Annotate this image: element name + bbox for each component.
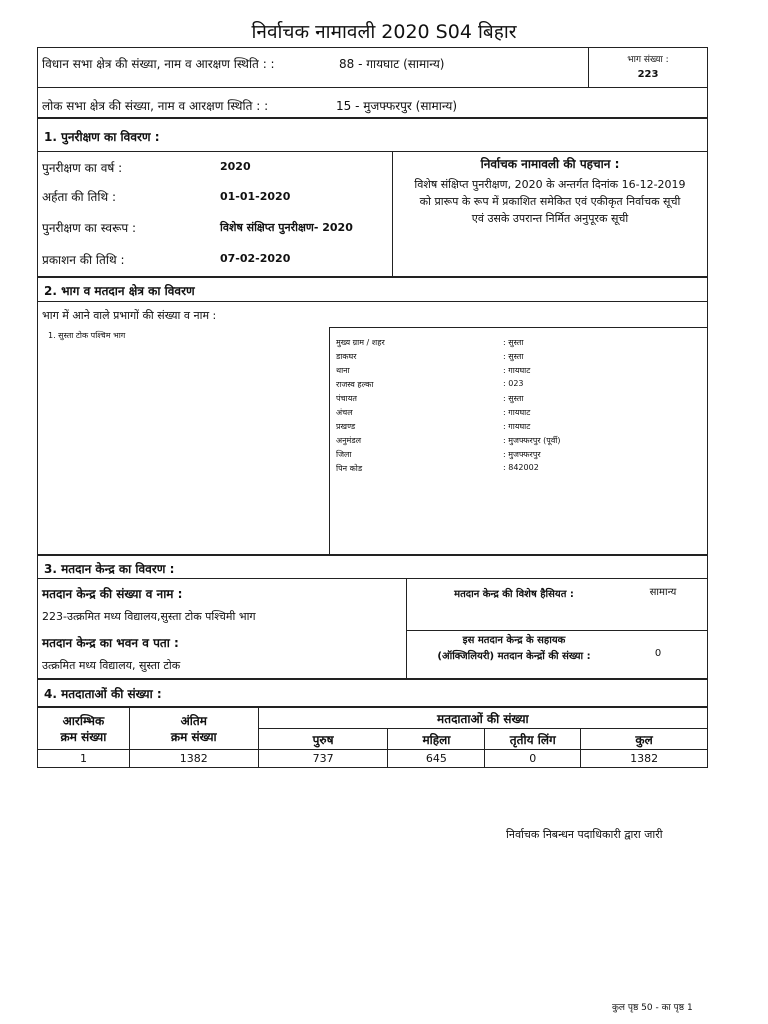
booth-label: मतदान केन्द्र की संख्या व नाम : (42, 587, 183, 601)
start-serial-value: 1 (38, 750, 130, 768)
divisions-subheading: भाग में आने वाले प्रभागों की संख्या व नाम : (42, 309, 217, 322)
aux-stations-label-2: (ऑक्जिलियरी) मतदान केन्द्रों की संख्या : (437, 651, 591, 662)
aux-stations-value: 0 (654, 648, 662, 659)
detail-value: : गायघाट (503, 408, 531, 417)
female-count: 645 (388, 750, 485, 768)
male-header: पुरुष (258, 729, 388, 750)
special-status-value: सामान्य (649, 587, 677, 598)
roll-identity-line-1: विशेष संक्षिप्त पुनरीक्षण, 2020 के अन्तर्गत दिनांक 16-12-2019 (414, 178, 686, 191)
publication-date-value: 07-02-2020 (220, 252, 291, 265)
revision-year-label: पुनरीक्षण का वर्ष : (42, 161, 123, 175)
loksabha-value: 15 - मुजफ्फरपुर (सामान्य) (336, 99, 458, 113)
end-serial-header (129, 708, 258, 750)
detail-label: जिला (336, 450, 352, 459)
roll-identity-title: निर्वाचक नामावली की पहचान : (480, 157, 620, 171)
detail-value: : सुस्ता (503, 394, 524, 403)
detail-value: : 023 (503, 379, 524, 388)
end-serial-value: 1382 (129, 750, 258, 768)
assembly-label: विधान सभा क्षेत्र की संख्या, नाम व आरक्षण स्थिति : : (42, 57, 275, 71)
detail-value: : 842002 (503, 463, 539, 472)
detail-label: डाकघर (336, 352, 357, 361)
detail-value: : सुस्ता (503, 338, 524, 347)
end-serial-header-line-1: अंतिम (180, 713, 207, 728)
male-count: 737 (258, 750, 388, 768)
building-value: उत्क्रमित मध्य विद्यालय, सुस्ता टोक (42, 659, 181, 672)
part-number-value: 223 (637, 69, 659, 80)
part-number-label: भाग संख्या : (627, 55, 669, 65)
detail-label: प्रखण्ड (336, 422, 356, 431)
qualifying-date-value: 01-01-2020 (220, 190, 291, 203)
total-header: कुल (581, 729, 708, 750)
detail-label: राजस्व हल्का (336, 380, 374, 389)
revision-type-value: विशेष संक्षिप्त पुनरीक्षण- 2020 (220, 221, 353, 234)
third-gender-count: 0 (485, 750, 581, 768)
division-item: 1. सुस्ता टोक पश्चिम भाग (48, 331, 126, 340)
roll-identity-line-3: एवं उसके उपरान्त निर्मित अनुपूरक सूची (471, 212, 629, 225)
detail-value: : गायघाट (503, 422, 531, 431)
female-header: महिला (388, 729, 485, 750)
detail-label: अनुमंडल (336, 436, 362, 445)
detail-label: अंचल (336, 408, 353, 417)
end-serial-header-line-2: क्रम संख्या (170, 729, 217, 744)
detail-value: : मुजफ्फरपुर (503, 450, 541, 459)
area-heading: 2. भाग व मतदान क्षेत्र का विवरण (44, 284, 195, 298)
page-title: निर्वाचक नामावली 2020 S04 बिहार (251, 21, 517, 43)
detail-label: पंचायत (336, 394, 357, 403)
aux-stations-label-1: इस मतदान केन्द्र के सहायक (462, 635, 566, 646)
detail-label: मुख्य ग्राम / शहर (336, 338, 385, 347)
detail-value: : मुजफ्फरपुर (पूर्वी) (503, 436, 561, 445)
building-label: मतदान केन्द्र का भवन व पता : (42, 636, 179, 650)
booth-value: 223-उत्क्रमित मध्य विद्यालय,सुस्ता टोक पश्चिमी भाग (42, 610, 256, 623)
assembly-value: 88 - गायघाट (सामान्य) (339, 57, 445, 71)
voter-count-heading: 4. मतदाताओं की संख्या : (44, 687, 162, 701)
special-status-label: मतदान केन्द्र की विशेष हैसियत : (454, 589, 574, 600)
voter-count-table (37, 707, 708, 768)
detail-value: : सुस्ता (503, 352, 524, 361)
start-serial-header (38, 708, 130, 750)
detail-label: थाना (336, 366, 350, 375)
revision-type-label: पुनरीक्षण का स्वरूप : (42, 221, 137, 235)
revision-heading: 1. पुनरीक्षण का विवरण : (44, 130, 160, 144)
loksabha-label: लोक सभा क्षेत्र की संख्या, नाम व आरक्षण स्थिति : : (42, 99, 269, 113)
revision-year-value: 2020 (220, 160, 251, 173)
total-count: 1382 (581, 750, 708, 768)
qualifying-date-label: अर्हता की तिथि : (42, 190, 117, 204)
third-gender-header: तृतीय लिंग (485, 729, 581, 750)
issued-by-text: निर्वाचक निबन्धन पदाधिकारी द्वारा जारी (506, 828, 663, 841)
start-serial-header-line-2: क्रम संख्या (60, 729, 107, 744)
detail-value: : गायघाट (503, 366, 531, 375)
detail-label: पिन कोड (336, 464, 363, 473)
voters-count-header: मतदाताओं की संख्या (258, 708, 707, 729)
start-serial-header-line-1: आरम्भिक (62, 713, 105, 728)
polling-station-heading: 3. मतदान केन्द्र का विवरण : (44, 562, 175, 576)
roll-identity-line-2: को प्रारूप के रूप में प्रकाशित समेकित एवं एकीकृत निर्वाचक सूची (419, 195, 681, 208)
publication-date-label: प्रकाशन की तिथि : (42, 253, 125, 267)
page-info: कुल पृष्ठ 50 - का पृष्ठ 1 (612, 1003, 693, 1013)
